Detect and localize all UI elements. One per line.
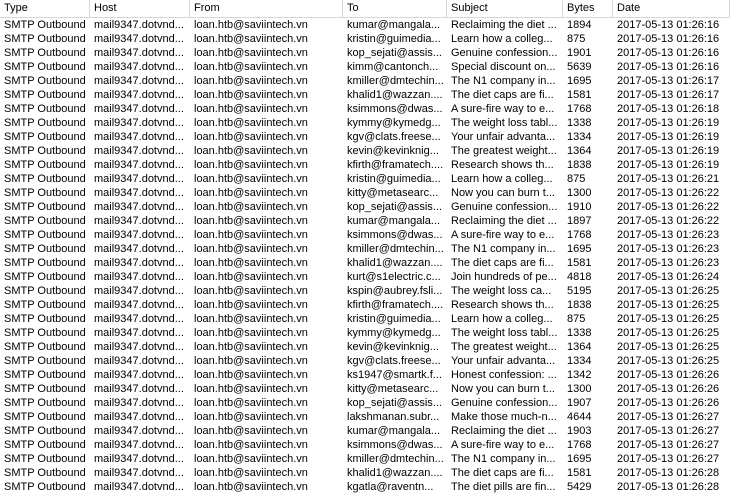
date-cell: 2017-05-13 01:26:26	[617, 369, 720, 381]
bytes-cell: 1364	[567, 341, 592, 353]
date-cell: 2017-05-13 01:26:22	[617, 201, 720, 213]
table-row[interactable]	[0, 18, 730, 32]
table-row[interactable]	[0, 214, 730, 228]
type-cell: SMTP Outbound	[4, 89, 86, 101]
date-cell: 2017-05-13 01:26:22	[617, 215, 720, 227]
to-cell: kmiller@dmtechin...	[347, 453, 444, 465]
host-cell: mail9347.dotvnd...	[94, 173, 184, 185]
bytes-cell: 875	[567, 173, 586, 185]
bytes-cell: 1342	[567, 369, 592, 381]
to-cell: kymmy@kymedg...	[347, 327, 441, 339]
to-cell: kmiller@dmtechin...	[347, 75, 444, 87]
host-cell: mail9347.dotvnd...	[94, 131, 184, 143]
subject-cell: Reclaiming the diet ...	[451, 215, 557, 227]
table-row[interactable]	[0, 116, 730, 130]
host-cell: mail9347.dotvnd...	[94, 215, 184, 227]
bytes-cell: 1838	[567, 299, 592, 311]
date-cell: 2017-05-13 01:26:26	[617, 397, 720, 409]
type-cell: SMTP Outbound	[4, 103, 86, 115]
date-cell: 2017-05-13 01:26:25	[617, 341, 720, 353]
to-cell: lakshmanan.subr...	[347, 411, 440, 423]
date-cell: 2017-05-13 01:26:27	[617, 453, 720, 465]
bytes-cell: 4818	[567, 271, 592, 283]
type-cell: SMTP Outbound	[4, 425, 86, 437]
type-cell: SMTP Outbound	[4, 173, 86, 185]
subject-cell: Research shows th...	[451, 159, 554, 171]
subject-cell: Now you can burn t...	[451, 383, 555, 395]
to-cell: ksimmons@dwas...	[347, 229, 443, 241]
type-cell: SMTP Outbound	[4, 411, 86, 423]
table-row[interactable]	[0, 354, 730, 368]
bytes-cell: 1695	[567, 75, 592, 87]
to-cell: kimm@cantonch...	[347, 61, 439, 73]
host-cell: mail9347.dotvnd...	[94, 229, 184, 241]
bytes-cell: 1364	[567, 145, 592, 157]
subject-cell: Your unfair advanta...	[451, 355, 556, 367]
table-row[interactable]	[0, 46, 730, 60]
bytes-cell: 5195	[567, 285, 592, 297]
date-cell: 2017-05-13 01:26:17	[617, 75, 720, 87]
type-cell: SMTP Outbound	[4, 33, 86, 45]
date-cell: 2017-05-13 01:26:25	[617, 355, 720, 367]
host-cell: mail9347.dotvnd...	[94, 145, 184, 157]
host-cell: mail9347.dotvnd...	[94, 355, 184, 367]
date-cell: 2017-05-13 01:26:25	[617, 327, 720, 339]
bytes-cell: 1907	[567, 397, 592, 409]
to-cell: kop_sejati@assis...	[347, 397, 442, 409]
subject-cell: A sure-fire way to e...	[451, 229, 555, 241]
date-cell: 2017-05-13 01:26:27	[617, 439, 720, 451]
subject-cell: Learn how a colleg...	[451, 173, 553, 185]
subject-cell: Make those much-n...	[451, 411, 557, 423]
host-cell: mail9347.dotvnd...	[94, 369, 184, 381]
date-cell: 2017-05-13 01:26:21	[617, 173, 720, 185]
type-cell: SMTP Outbound	[4, 229, 86, 241]
bytes-cell: 1300	[567, 383, 592, 395]
type-cell: SMTP Outbound	[4, 271, 86, 283]
to-cell: ksimmons@dwas...	[347, 439, 443, 451]
subject-cell: The diet caps are fi...	[451, 257, 554, 269]
from-cell: loan.htb@saviintech.vn	[194, 61, 308, 73]
bytes-cell: 1695	[567, 243, 592, 255]
date-cell: 2017-05-13 01:26:16	[617, 19, 720, 31]
date-cell: 2017-05-13 01:26:27	[617, 425, 720, 437]
to-cell: kgv@clats.freese...	[347, 131, 441, 143]
subject-cell: A sure-fire way to e...	[451, 103, 555, 115]
from-cell: loan.htb@saviintech.vn	[194, 355, 308, 367]
host-cell: mail9347.dotvnd...	[94, 411, 184, 423]
type-cell: SMTP Outbound	[4, 369, 86, 381]
to-cell: kevin@kevinknig...	[347, 341, 439, 353]
from-cell: loan.htb@saviintech.vn	[194, 411, 308, 423]
from-cell: loan.htb@saviintech.vn	[194, 271, 308, 283]
type-cell: SMTP Outbound	[4, 243, 86, 255]
type-cell: SMTP Outbound	[4, 313, 86, 325]
subject-cell: Your unfair advanta...	[451, 131, 556, 143]
table-row[interactable]	[0, 340, 730, 354]
from-cell: loan.htb@saviintech.vn	[194, 383, 308, 395]
table-row[interactable]	[0, 410, 730, 424]
to-cell: khalid1@wazzan....	[347, 467, 443, 479]
subject-cell: Join hundreds of pe...	[451, 271, 557, 283]
bytes-cell: 1768	[567, 439, 592, 451]
to-cell: ksimmons@dwas...	[347, 103, 443, 115]
subject-cell: Special discount on...	[451, 61, 556, 73]
type-cell: SMTP Outbound	[4, 285, 86, 297]
from-cell: loan.htb@saviintech.vn	[194, 439, 308, 451]
table-row[interactable]	[0, 32, 730, 46]
table-row[interactable]	[0, 480, 730, 493]
to-cell: kristin@guimedia...	[347, 313, 441, 325]
from-cell: loan.htb@saviintech.vn	[194, 229, 308, 241]
from-cell: loan.htb@saviintech.vn	[194, 187, 308, 199]
host-cell: mail9347.dotvnd...	[94, 481, 184, 493]
to-cell: kitty@metasearc...	[347, 383, 439, 395]
date-cell: 2017-05-13 01:26:18	[617, 103, 720, 115]
to-cell: kop_sejati@assis...	[347, 201, 442, 213]
date-cell: 2017-05-13 01:26:23	[617, 243, 720, 255]
to-cell: kumar@mangala...	[347, 19, 441, 31]
bytes-cell: 5429	[567, 481, 592, 493]
bytes-cell: 1897	[567, 215, 592, 227]
type-cell: SMTP Outbound	[4, 131, 86, 143]
bytes-cell: 1910	[567, 201, 592, 213]
host-cell: mail9347.dotvnd...	[94, 19, 184, 31]
subject-cell: The greatest weight...	[451, 145, 557, 157]
to-cell: kspin@aubrey.fsli...	[347, 285, 443, 297]
date-cell: 2017-05-13 01:26:19	[617, 145, 720, 157]
date-cell: 2017-05-13 01:26:19	[617, 159, 720, 171]
bytes-cell: 1838	[567, 159, 592, 171]
table-row[interactable]	[0, 438, 730, 452]
subject-cell: The diet caps are fi...	[451, 467, 554, 479]
column-header-date[interactable]: Date	[613, 0, 730, 17]
from-cell: loan.htb@saviintech.vn	[194, 201, 308, 213]
date-cell: 2017-05-13 01:26:16	[617, 47, 720, 59]
from-cell: loan.htb@saviintech.vn	[194, 243, 308, 255]
bytes-cell: 1334	[567, 131, 592, 143]
bytes-cell: 4644	[567, 411, 592, 423]
to-cell: kumar@mangala...	[347, 215, 441, 227]
to-cell: kristin@guimedia...	[347, 33, 441, 45]
subject-cell: Research shows th...	[451, 299, 554, 311]
subject-cell: Genuine confession...	[451, 397, 558, 409]
date-cell: 2017-05-13 01:26:28	[617, 481, 720, 493]
table-row[interactable]	[0, 186, 730, 200]
date-cell: 2017-05-13 01:26:19	[617, 131, 720, 143]
type-cell: SMTP Outbound	[4, 439, 86, 451]
table-row[interactable]	[0, 88, 730, 102]
from-cell: loan.htb@saviintech.vn	[194, 299, 308, 311]
host-cell: mail9347.dotvnd...	[94, 439, 184, 451]
table-row[interactable]	[0, 200, 730, 214]
table-row[interactable]	[0, 242, 730, 256]
bytes-cell: 1768	[567, 103, 592, 115]
from-cell: loan.htb@saviintech.vn	[194, 397, 308, 409]
type-cell: SMTP Outbound	[4, 145, 86, 157]
host-cell: mail9347.dotvnd...	[94, 159, 184, 171]
subject-cell: Learn how a colleg...	[451, 313, 553, 325]
date-cell: 2017-05-13 01:26:25	[617, 299, 720, 311]
bytes-cell: 1901	[567, 47, 592, 59]
from-cell: loan.htb@saviintech.vn	[194, 467, 308, 479]
host-cell: mail9347.dotvnd...	[94, 103, 184, 115]
table-row[interactable]	[0, 144, 730, 158]
type-cell: SMTP Outbound	[4, 215, 86, 227]
host-cell: mail9347.dotvnd...	[94, 271, 184, 283]
date-cell: 2017-05-13 01:26:22	[617, 187, 720, 199]
bytes-cell: 1338	[567, 117, 592, 129]
host-cell: mail9347.dotvnd...	[94, 397, 184, 409]
type-cell: SMTP Outbound	[4, 187, 86, 199]
to-cell: kumar@mangala...	[347, 425, 441, 437]
type-cell: SMTP Outbound	[4, 61, 86, 73]
subject-cell: Learn how a colleg...	[451, 33, 553, 45]
subject-cell: The weight loss tabl...	[451, 117, 558, 129]
column-header-bytes[interactable]: Bytes	[563, 0, 613, 17]
from-cell: loan.htb@saviintech.vn	[194, 173, 308, 185]
column-header-host[interactable]: Host	[90, 0, 190, 17]
type-cell: SMTP Outbound	[4, 383, 86, 395]
subject-cell: The N1 company in...	[451, 243, 556, 255]
to-cell: kristin@guimedia...	[347, 173, 441, 185]
from-cell: loan.htb@saviintech.vn	[194, 19, 308, 31]
to-cell: kop_sejati@assis...	[347, 47, 442, 59]
subject-cell: The N1 company in...	[451, 75, 556, 87]
bytes-cell: 1300	[567, 187, 592, 199]
subject-cell: Now you can burn t...	[451, 187, 555, 199]
table-row[interactable]	[0, 158, 730, 172]
to-cell: kmiller@dmtechin...	[347, 243, 444, 255]
from-cell: loan.htb@saviintech.vn	[194, 89, 308, 101]
from-cell: loan.htb@saviintech.vn	[194, 131, 308, 143]
host-cell: mail9347.dotvnd...	[94, 117, 184, 129]
bytes-cell: 1894	[567, 19, 592, 31]
host-cell: mail9347.dotvnd...	[94, 299, 184, 311]
subject-cell: The greatest weight...	[451, 341, 557, 353]
host-cell: mail9347.dotvnd...	[94, 425, 184, 437]
to-cell: kfirth@framatech....	[347, 299, 444, 311]
type-cell: SMTP Outbound	[4, 327, 86, 339]
subject-cell: Genuine confession...	[451, 201, 558, 213]
host-cell: mail9347.dotvnd...	[94, 341, 184, 353]
from-cell: loan.htb@saviintech.vn	[194, 453, 308, 465]
date-cell: 2017-05-13 01:26:19	[617, 117, 720, 129]
date-cell: 2017-05-13 01:26:16	[617, 61, 720, 73]
bytes-cell: 5639	[567, 61, 592, 73]
table-row[interactable]	[0, 256, 730, 270]
host-cell: mail9347.dotvnd...	[94, 187, 184, 199]
type-cell: SMTP Outbound	[4, 75, 86, 87]
host-cell: mail9347.dotvnd...	[94, 61, 184, 73]
bytes-cell: 1695	[567, 453, 592, 465]
from-cell: loan.htb@saviintech.vn	[194, 257, 308, 269]
from-cell: loan.htb@saviintech.vn	[194, 327, 308, 339]
host-cell: mail9347.dotvnd...	[94, 313, 184, 325]
type-cell: SMTP Outbound	[4, 257, 86, 269]
host-cell: mail9347.dotvnd...	[94, 47, 184, 59]
table-row[interactable]	[0, 74, 730, 88]
date-cell: 2017-05-13 01:26:23	[617, 229, 720, 241]
column-header-subject[interactable]: Subject	[447, 0, 563, 17]
table-row[interactable]	[0, 396, 730, 410]
table-row[interactable]	[0, 312, 730, 326]
from-cell: loan.htb@saviintech.vn	[194, 145, 308, 157]
table-row[interactable]	[0, 60, 730, 74]
subject-cell: The diet caps are fi...	[451, 89, 554, 101]
subject-cell: Honest confession: ...	[451, 369, 557, 381]
from-cell: loan.htb@saviintech.vn	[194, 33, 308, 45]
type-cell: SMTP Outbound	[4, 481, 86, 493]
subject-cell: The N1 company in...	[451, 453, 556, 465]
bytes-cell: 1768	[567, 229, 592, 241]
to-cell: kurt@s1electric.c...	[347, 271, 441, 283]
table-row[interactable]	[0, 452, 730, 466]
table-row[interactable]	[0, 382, 730, 396]
host-cell: mail9347.dotvnd...	[94, 33, 184, 45]
to-cell: kgatla@raventn...	[347, 481, 434, 493]
bytes-cell: 1334	[567, 355, 592, 367]
table-row[interactable]	[0, 298, 730, 312]
type-cell: SMTP Outbound	[4, 201, 86, 213]
type-cell: SMTP Outbound	[4, 299, 86, 311]
subject-cell: Genuine confession...	[451, 47, 558, 59]
to-cell: kymmy@kymedg...	[347, 117, 441, 129]
date-cell: 2017-05-13 01:26:25	[617, 285, 720, 297]
host-cell: mail9347.dotvnd...	[94, 327, 184, 339]
bytes-cell: 1338	[567, 327, 592, 339]
to-cell: kitty@metasearc...	[347, 187, 439, 199]
type-cell: SMTP Outbound	[4, 47, 86, 59]
host-cell: mail9347.dotvnd...	[94, 383, 184, 395]
table-row[interactable]	[0, 130, 730, 144]
type-cell: SMTP Outbound	[4, 341, 86, 353]
table-row[interactable]	[0, 284, 730, 298]
to-cell: kevin@kevinknig...	[347, 145, 439, 157]
date-cell: 2017-05-13 01:26:27	[617, 411, 720, 423]
subject-cell: A sure-fire way to e...	[451, 439, 555, 451]
to-cell: khalid1@wazzan....	[347, 89, 443, 101]
type-cell: SMTP Outbound	[4, 19, 86, 31]
type-cell: SMTP Outbound	[4, 453, 86, 465]
date-cell: 2017-05-13 01:26:26	[617, 383, 720, 395]
host-cell: mail9347.dotvnd...	[94, 75, 184, 87]
host-cell: mail9347.dotvnd...	[94, 257, 184, 269]
table-row[interactable]	[0, 424, 730, 438]
bytes-cell: 1903	[567, 425, 592, 437]
subject-cell: Reclaiming the diet ...	[451, 425, 557, 437]
date-cell: 2017-05-13 01:26:16	[617, 33, 720, 45]
bytes-cell: 1581	[567, 467, 592, 479]
table-row[interactable]	[0, 228, 730, 242]
host-cell: mail9347.dotvnd...	[94, 285, 184, 297]
host-cell: mail9347.dotvnd...	[94, 467, 184, 479]
host-cell: mail9347.dotvnd...	[94, 89, 184, 101]
type-cell: SMTP Outbound	[4, 467, 86, 479]
bytes-cell: 1581	[567, 257, 592, 269]
host-cell: mail9347.dotvnd...	[94, 243, 184, 255]
from-cell: loan.htb@saviintech.vn	[194, 285, 308, 297]
date-cell: 2017-05-13 01:26:25	[617, 313, 720, 325]
subject-cell: The weight loss ca...	[451, 285, 552, 297]
date-cell: 2017-05-13 01:26:17	[617, 89, 720, 101]
from-cell: loan.htb@saviintech.vn	[194, 117, 308, 129]
host-cell: mail9347.dotvnd...	[94, 453, 184, 465]
from-cell: loan.htb@saviintech.vn	[194, 425, 308, 437]
column-header-from[interactable]: From	[190, 0, 343, 17]
subject-cell: The weight loss tabl...	[451, 327, 558, 339]
from-cell: loan.htb@saviintech.vn	[194, 369, 308, 381]
type-cell: SMTP Outbound	[4, 355, 86, 367]
to-cell: kfirth@framatech....	[347, 159, 444, 171]
bytes-cell: 1581	[567, 89, 592, 101]
type-cell: SMTP Outbound	[4, 159, 86, 171]
table-body	[0, 18, 730, 493]
bytes-cell: 875	[567, 313, 586, 325]
table-row[interactable]	[0, 368, 730, 382]
from-cell: loan.htb@saviintech.vn	[194, 481, 308, 493]
table-row[interactable]	[0, 172, 730, 186]
subject-cell: Reclaiming the diet ...	[451, 19, 557, 31]
date-cell: 2017-05-13 01:26:28	[617, 467, 720, 479]
type-cell: SMTP Outbound	[4, 117, 86, 129]
table-row[interactable]	[0, 270, 730, 284]
bytes-cell: 875	[567, 33, 586, 45]
subject-cell: The diet pills are fin...	[451, 481, 556, 493]
to-cell: khalid1@wazzan....	[347, 257, 443, 269]
table-row[interactable]	[0, 102, 730, 116]
from-cell: loan.htb@saviintech.vn	[194, 103, 308, 115]
host-cell: mail9347.dotvnd...	[94, 201, 184, 213]
table-header	[0, 0, 730, 18]
from-cell: loan.htb@saviintech.vn	[194, 313, 308, 325]
from-cell: loan.htb@saviintech.vn	[194, 215, 308, 227]
table-row[interactable]	[0, 326, 730, 340]
from-cell: loan.htb@saviintech.vn	[194, 341, 308, 353]
from-cell: loan.htb@saviintech.vn	[194, 47, 308, 59]
date-cell: 2017-05-13 01:26:24	[617, 271, 720, 283]
from-cell: loan.htb@saviintech.vn	[194, 75, 308, 87]
column-header-type[interactable]: Type	[0, 0, 90, 17]
to-cell: ks1947@smartk.f...	[347, 369, 442, 381]
table-row[interactable]	[0, 466, 730, 480]
type-cell: SMTP Outbound	[4, 397, 86, 409]
from-cell: loan.htb@saviintech.vn	[194, 159, 308, 171]
date-cell: 2017-05-13 01:26:23	[617, 257, 720, 269]
column-header-to[interactable]: To	[343, 0, 447, 17]
to-cell: kgv@clats.freese...	[347, 355, 441, 367]
